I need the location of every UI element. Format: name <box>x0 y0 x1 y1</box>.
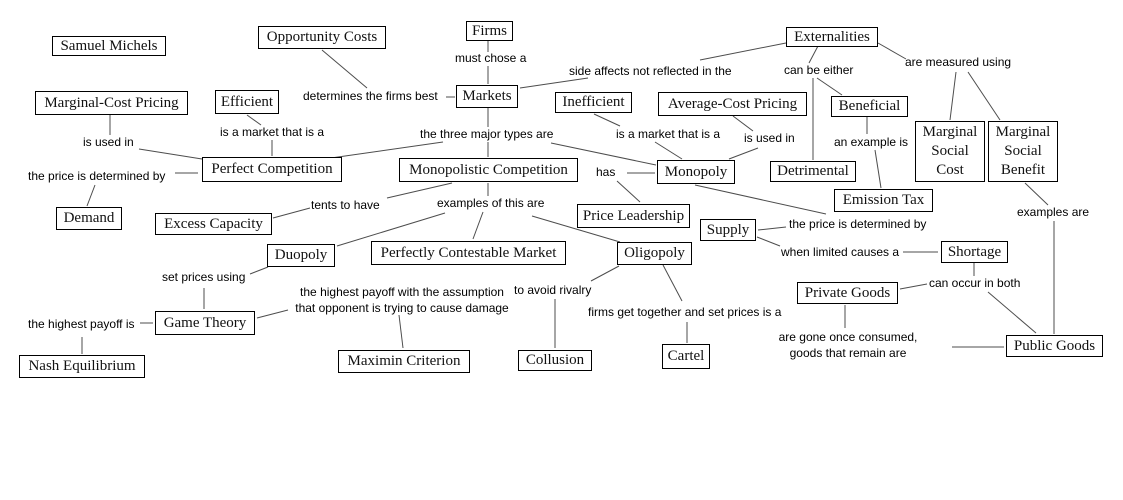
link-label-the-price-is-determined-by-left: the price is determined by <box>28 169 166 183</box>
connector-line <box>655 142 682 159</box>
connector-line <box>617 181 640 202</box>
connector-line <box>87 185 95 206</box>
concept-node-duopoly[interactable]: Duopoly <box>267 244 335 267</box>
connector-line <box>900 284 927 289</box>
link-label-the-price-is-determined-by-right: the price is determined by <box>789 217 927 231</box>
concept-node-externalities[interactable]: Externalities <box>786 27 878 47</box>
connector-line <box>594 114 620 126</box>
concept-node-public-goods[interactable]: Public Goods <box>1006 335 1103 357</box>
connector-line <box>1025 183 1048 205</box>
link-label-the-three-major-types-are: the three major types are <box>420 127 554 141</box>
concept-node-private-goods[interactable]: Private Goods <box>797 282 898 304</box>
link-label-line: are gone once consumed, <box>778 330 918 344</box>
link-label-has: has <box>596 165 616 179</box>
link-label-line: the highest payoff with the assumption <box>300 285 504 299</box>
link-label-is-used-in-right: is used in <box>744 131 795 145</box>
concept-node-game-theory[interactable]: Game Theory <box>155 311 255 335</box>
link-label-are-measured-using: are measured using <box>905 55 1012 69</box>
concept-node-inefficient[interactable]: Inefficient <box>555 92 632 113</box>
concept-node-demand[interactable]: Demand <box>56 207 122 230</box>
connector-line <box>273 208 310 218</box>
link-label-determines-the-firms-best: determines the firms best <box>303 89 438 103</box>
link-label-the-highest-payoff-is: the highest payoff is <box>28 317 135 331</box>
connector-line <box>250 267 268 274</box>
concept-node-opportunity-costs[interactable]: Opportunity Costs <box>258 26 386 49</box>
concept-node-excess-capacity[interactable]: Excess Capacity <box>155 213 272 235</box>
concept-node-marginal-social-benefit[interactable]: Marginal Social Benefit <box>988 121 1058 182</box>
concept-node-cartel[interactable]: Cartel <box>662 344 710 369</box>
link-label-can-be-either: can be either <box>784 63 854 77</box>
connector-line <box>695 185 826 214</box>
link-label-an-example-is: an example is <box>834 135 909 149</box>
connector-line <box>247 115 261 125</box>
link-label-set-prices-using: set prices using <box>162 270 246 284</box>
connector-line <box>591 266 619 281</box>
connector-line <box>331 142 443 158</box>
link-label-firms-get-together: firms get together and set prices is a <box>588 305 782 319</box>
link-label-can-occur-in-both: can occur in both <box>929 276 1021 290</box>
concept-node-oligopoly[interactable]: Oligopoly <box>617 242 692 265</box>
link-label-are-gone-once-consumed <box>773 329 923 361</box>
concept-node-average-cost-pricing[interactable]: Average-Cost Pricing <box>658 92 807 116</box>
connector-line <box>968 72 1000 120</box>
concept-node-nash-equilibrium[interactable]: Nash Equilibrium <box>19 355 145 378</box>
concept-node-emission-tax[interactable]: Emission Tax <box>834 189 933 212</box>
connector-line <box>757 237 780 246</box>
connector-line <box>700 43 786 60</box>
connector-line <box>399 315 403 348</box>
link-label-tents-to-have: tents to have <box>311 198 380 212</box>
connector-line <box>950 72 956 120</box>
connector-line <box>878 43 906 59</box>
connector-line <box>729 148 758 159</box>
concept-node-monopoly[interactable]: Monopoly <box>657 160 735 184</box>
connector-line <box>733 116 753 131</box>
concept-node-perfect-competition[interactable]: Perfect Competition <box>202 157 342 182</box>
concept-node-markets[interactable]: Markets <box>456 85 518 108</box>
concept-node-shortage[interactable]: Shortage <box>941 241 1008 263</box>
concept-node-marginal-social-cost[interactable]: Marginal Social Cost <box>915 121 985 182</box>
connector-line <box>988 292 1036 333</box>
link-label-to-avoid-rivalry: to avoid rivalry <box>514 283 592 297</box>
connector-line <box>139 149 202 159</box>
concept-node-marginal-cost-pricing[interactable]: Marginal-Cost Pricing <box>35 91 188 115</box>
concept-node-samuel-michels[interactable]: Samuel Michels <box>52 36 166 56</box>
connector-line <box>520 78 588 88</box>
link-label-line: that opponent is trying to cause damage <box>295 301 509 315</box>
concept-node-monopolistic-competition[interactable]: Monopolistic Competition <box>399 158 578 182</box>
link-label-is-a-market-that-is-a-left: is a market that is a <box>220 125 325 139</box>
connector-line <box>322 50 367 88</box>
concept-node-perfectly-contestable-market[interactable]: Perfectly Contestable Market <box>371 241 566 265</box>
link-label-is-a-market-that-is-a-right: is a market that is a <box>616 127 721 141</box>
link-label-line: goods that remain are <box>789 346 907 360</box>
connector-line <box>809 46 818 63</box>
concept-node-firms[interactable]: Firms <box>466 21 513 41</box>
link-label-must-chose-a: must chose a <box>455 51 527 65</box>
concept-node-price-leadership[interactable]: Price Leadership <box>577 204 690 228</box>
link-label-highest-payoff-assumption <box>290 284 514 316</box>
concept-node-efficient[interactable]: Efficient <box>215 90 279 114</box>
concept-node-beneficial[interactable]: Beneficial <box>831 96 908 117</box>
link-label-side-affects-not-reflected: side affects not reflected in the <box>569 64 732 78</box>
connector-line <box>257 310 288 318</box>
concept-node-maximin-criterion[interactable]: Maximin Criterion <box>338 350 470 373</box>
concept-node-collusion[interactable]: Collusion <box>518 350 592 371</box>
connector-line <box>663 265 682 301</box>
connector-line <box>817 78 842 95</box>
link-label-examples-of-this-are: examples of this are <box>437 196 545 210</box>
concept-node-detrimental[interactable]: Detrimental <box>770 161 856 182</box>
link-label-examples-are: examples are <box>1017 205 1090 219</box>
link-label-when-limited-causes-a: when limited causes a <box>781 245 900 259</box>
link-label-is-used-in-left: is used in <box>83 135 134 149</box>
connector-line <box>758 227 786 230</box>
connector-line <box>875 150 881 188</box>
concept-node-supply[interactable]: Supply <box>700 219 756 241</box>
connector-line <box>473 212 483 239</box>
